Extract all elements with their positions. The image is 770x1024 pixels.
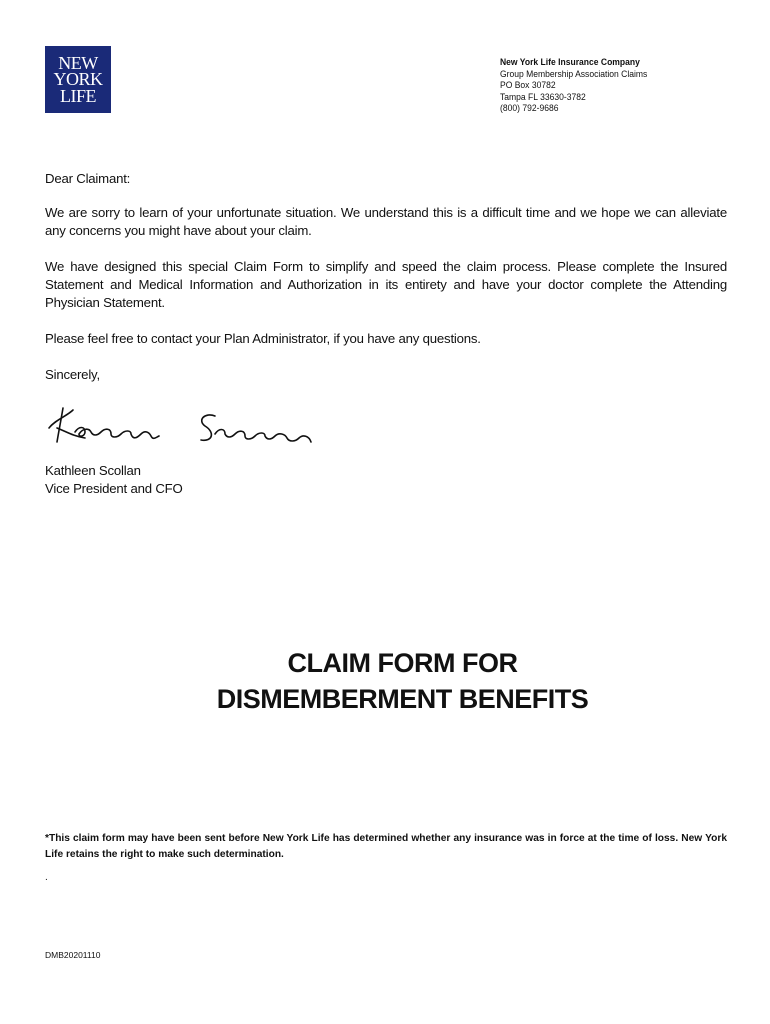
signer-name: Kathleen Scollan [45, 463, 141, 478]
salutation: Dear Claimant: [45, 171, 131, 186]
logo-line-new: NEW [58, 52, 98, 73]
paragraph-1: We are sorry to learn of your unfortunate situation. We understand this is a difficult time and we hope we can alleviate any concerns you might have about your claim. [45, 205, 727, 238]
paragraph-2: We have designed this special Claim Form to simplify and speed the claim process. Please complete the Insured Statement and Medical Information and Authorization in its entirety and have your doctor complete the Attending Physician Statement. [45, 259, 727, 310]
city-line: Tampa FL 33630-3782 [500, 91, 586, 102]
po-box: PO Box 30782 [500, 80, 556, 91]
form-title-line-1: CLAIM FORM FOR [287, 648, 518, 678]
closing: Sincerely, [45, 367, 100, 382]
letter-body [45, 170, 727, 384]
logo-line-life: LIFE [60, 85, 96, 106]
company-address [500, 57, 647, 115]
form-title-line-2: DISMEMBERMENT BENEFITS [216, 684, 589, 714]
new-york-life-logo [45, 46, 111, 113]
form-code: DMB20201110 [45, 950, 101, 960]
department: Group Membership Association Claims [500, 68, 648, 79]
phone-number: (800) 792-9686 [500, 103, 559, 114]
signer-block [45, 462, 183, 498]
form-title [0, 645, 770, 717]
disclaimer-note: *This claim form may have been sent before New York Life has determined whether any insurance was in force at the time of loss. New York Life retains the right to make such determination. [45, 833, 727, 860]
logo-line-york: YORK [53, 69, 103, 90]
company-name: New York Life Insurance Company [500, 57, 640, 67]
paragraph-3: Please feel free to contact your Plan Administrator, if you have any questions. [45, 331, 481, 346]
stray-period: . [45, 872, 48, 883]
signature-image [45, 398, 315, 450]
signer-title: Vice President and CFO [45, 481, 183, 496]
